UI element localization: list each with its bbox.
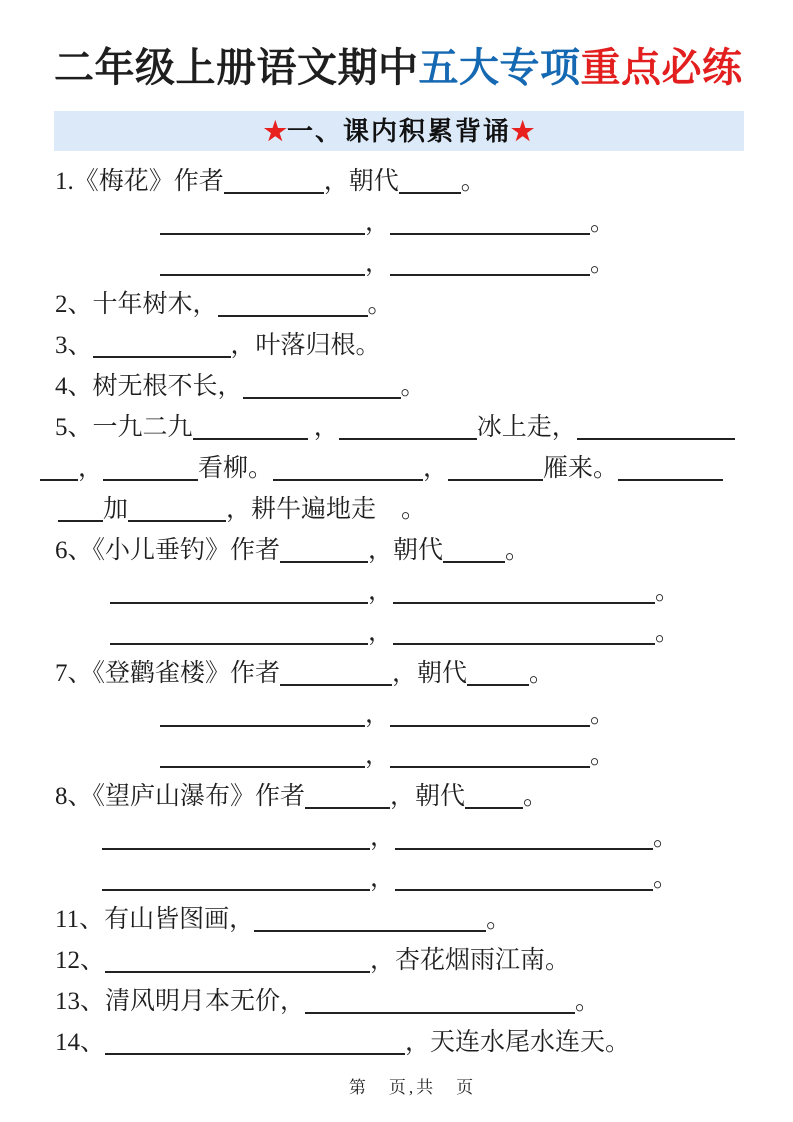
answer-blank — [305, 988, 575, 1014]
question-line — [40, 694, 785, 735]
section-header — [54, 111, 744, 151]
question-text: 11、有山皆图画， — [55, 906, 255, 933]
title-part-red: 重点必练 — [580, 46, 743, 90]
section-header-label: 一、课内积累背诵 — [286, 116, 511, 146]
answer-blank — [103, 455, 198, 481]
answer-blank — [393, 619, 655, 645]
question-text: ， — [370, 824, 396, 851]
question-line — [40, 899, 785, 940]
question-line — [40, 325, 785, 366]
question-line — [40, 1022, 785, 1063]
page-footer: 第 页,共 页 — [348, 1078, 477, 1097]
question-text: 2、十年树木， — [55, 291, 218, 318]
answer-blank — [395, 824, 653, 850]
answer-blank — [160, 701, 365, 727]
question-text: 12、 — [55, 947, 106, 974]
page-title — [40, 44, 785, 92]
answer-blank — [443, 537, 505, 563]
question-line — [40, 981, 785, 1022]
question-text: 。 — [590, 701, 616, 728]
answer-blank — [160, 742, 365, 768]
answer-blank — [390, 209, 590, 235]
answer-blank — [395, 865, 653, 891]
question-text: ，朝代 — [390, 783, 466, 810]
question-text: ， — [368, 619, 394, 646]
answer-blank — [448, 455, 543, 481]
question-text: 。 — [523, 783, 549, 810]
question-text: ，朝代 — [323, 168, 399, 195]
question-text: ， — [423, 455, 449, 482]
question — [40, 284, 785, 325]
question-text: 6、《小儿垂钓》作者 — [55, 537, 281, 564]
question — [40, 981, 785, 1022]
question-line — [40, 776, 785, 817]
question — [40, 161, 785, 284]
answer-blank — [390, 250, 590, 276]
question — [40, 325, 785, 366]
question — [40, 776, 785, 899]
question-line — [40, 284, 785, 325]
question-text: ， — [307, 414, 339, 441]
question-line — [40, 243, 785, 284]
question-text: 。 — [655, 619, 681, 646]
question-text: ， — [365, 250, 391, 277]
answer-blank — [305, 783, 390, 809]
question — [40, 366, 785, 407]
answer-blank — [193, 414, 308, 440]
answer-blank — [390, 742, 590, 768]
answer-blank — [339, 414, 477, 440]
question-text: 3、 — [55, 332, 93, 359]
question-line — [40, 735, 785, 776]
question-text: ，朝代 — [368, 537, 444, 564]
question-text: ，杏花烟雨江南。 — [370, 947, 571, 974]
question-text: 。 — [529, 660, 555, 687]
question-text: 14、 — [55, 1029, 106, 1056]
question-text: 。 — [590, 209, 616, 236]
answer-blank — [280, 537, 368, 563]
question-text: 13、清风明月本无价， — [55, 988, 306, 1015]
answer-blank — [393, 578, 655, 604]
question-text: 看柳。 — [198, 455, 274, 482]
question-text: 。 — [653, 865, 679, 892]
answer-blank — [160, 209, 365, 235]
question-line — [40, 940, 785, 981]
star-icon: ★ — [263, 116, 287, 146]
question-text: 7、《登鹳雀楼》作者 — [55, 660, 281, 687]
answer-blank — [110, 619, 368, 645]
answer-blank — [465, 783, 523, 809]
answer-blank — [218, 291, 368, 317]
answer-blank — [224, 168, 324, 194]
question-text: ， — [365, 742, 391, 769]
question — [40, 899, 785, 940]
question-text: 。 — [400, 373, 426, 400]
answer-blank — [467, 660, 529, 686]
question-text: 5、一九二九 — [55, 414, 193, 441]
question-text: 冰上走， — [476, 414, 577, 441]
question-line — [40, 489, 785, 530]
question-line — [40, 612, 785, 653]
answer-blank — [160, 250, 365, 276]
question-text: 8、《望庐山瀑布》作者 — [55, 783, 306, 810]
question-text: ，叶落归根。 — [230, 332, 381, 359]
title-part-blue: 五大专项 — [418, 46, 581, 90]
answer-blank — [58, 496, 103, 522]
answer-blank — [40, 455, 78, 481]
questions — [40, 161, 785, 1063]
answer-blank — [254, 906, 486, 932]
question-text: ， — [368, 578, 394, 605]
question-text: ， — [365, 701, 391, 728]
answer-blank — [577, 414, 735, 440]
answer-blank — [390, 701, 590, 727]
question — [40, 940, 785, 981]
answer-blank — [399, 168, 461, 194]
question — [40, 653, 785, 776]
answer-blank — [243, 373, 401, 399]
question-line — [40, 407, 785, 448]
title-part-black: 二年级上册语文期中 — [54, 46, 419, 90]
answer-blank — [102, 865, 370, 891]
question-text: 。 — [575, 988, 601, 1015]
question — [40, 407, 785, 530]
answer-blank — [273, 455, 423, 481]
question-text: 。 — [460, 168, 486, 195]
question-line — [40, 448, 785, 489]
question-text: 雁来。 — [543, 455, 619, 482]
answer-blank — [280, 660, 392, 686]
question-line — [40, 366, 785, 407]
question-text: 1.《梅花》作者 — [55, 168, 224, 195]
question-text: 4、树无根不长， — [55, 373, 243, 400]
question-text: 。 — [653, 824, 679, 851]
question-line — [40, 571, 785, 612]
question-line — [40, 530, 785, 571]
question-text: 加 — [103, 496, 129, 523]
question-line — [40, 161, 785, 202]
question-text: 。 — [505, 537, 531, 564]
question-line — [40, 653, 785, 694]
answer-blank — [110, 578, 368, 604]
star-icon: ★ — [511, 116, 535, 146]
question-text: ，耕牛遍地走 。 — [226, 496, 427, 523]
question — [40, 530, 785, 653]
question-text: 。 — [590, 250, 616, 277]
question-line — [40, 817, 785, 858]
question-text: 。 — [367, 291, 393, 318]
answer-blank — [102, 824, 370, 850]
question-text: 。 — [590, 742, 616, 769]
answer-blank — [618, 455, 723, 481]
question — [40, 1022, 785, 1063]
question-line — [40, 858, 785, 899]
question-text: ， — [365, 209, 391, 236]
question-text: ， — [78, 455, 104, 482]
answer-blank — [105, 947, 370, 973]
question-text: 。 — [486, 906, 512, 933]
question-text: 。 — [655, 578, 681, 605]
question-text: ， — [370, 865, 396, 892]
question-line — [40, 202, 785, 243]
question-text: ，天连水尾水连天。 — [405, 1029, 631, 1056]
question-text: ，朝代 — [392, 660, 468, 687]
answer-blank — [128, 496, 226, 522]
answer-blank — [105, 1029, 405, 1055]
answer-blank — [93, 332, 231, 358]
